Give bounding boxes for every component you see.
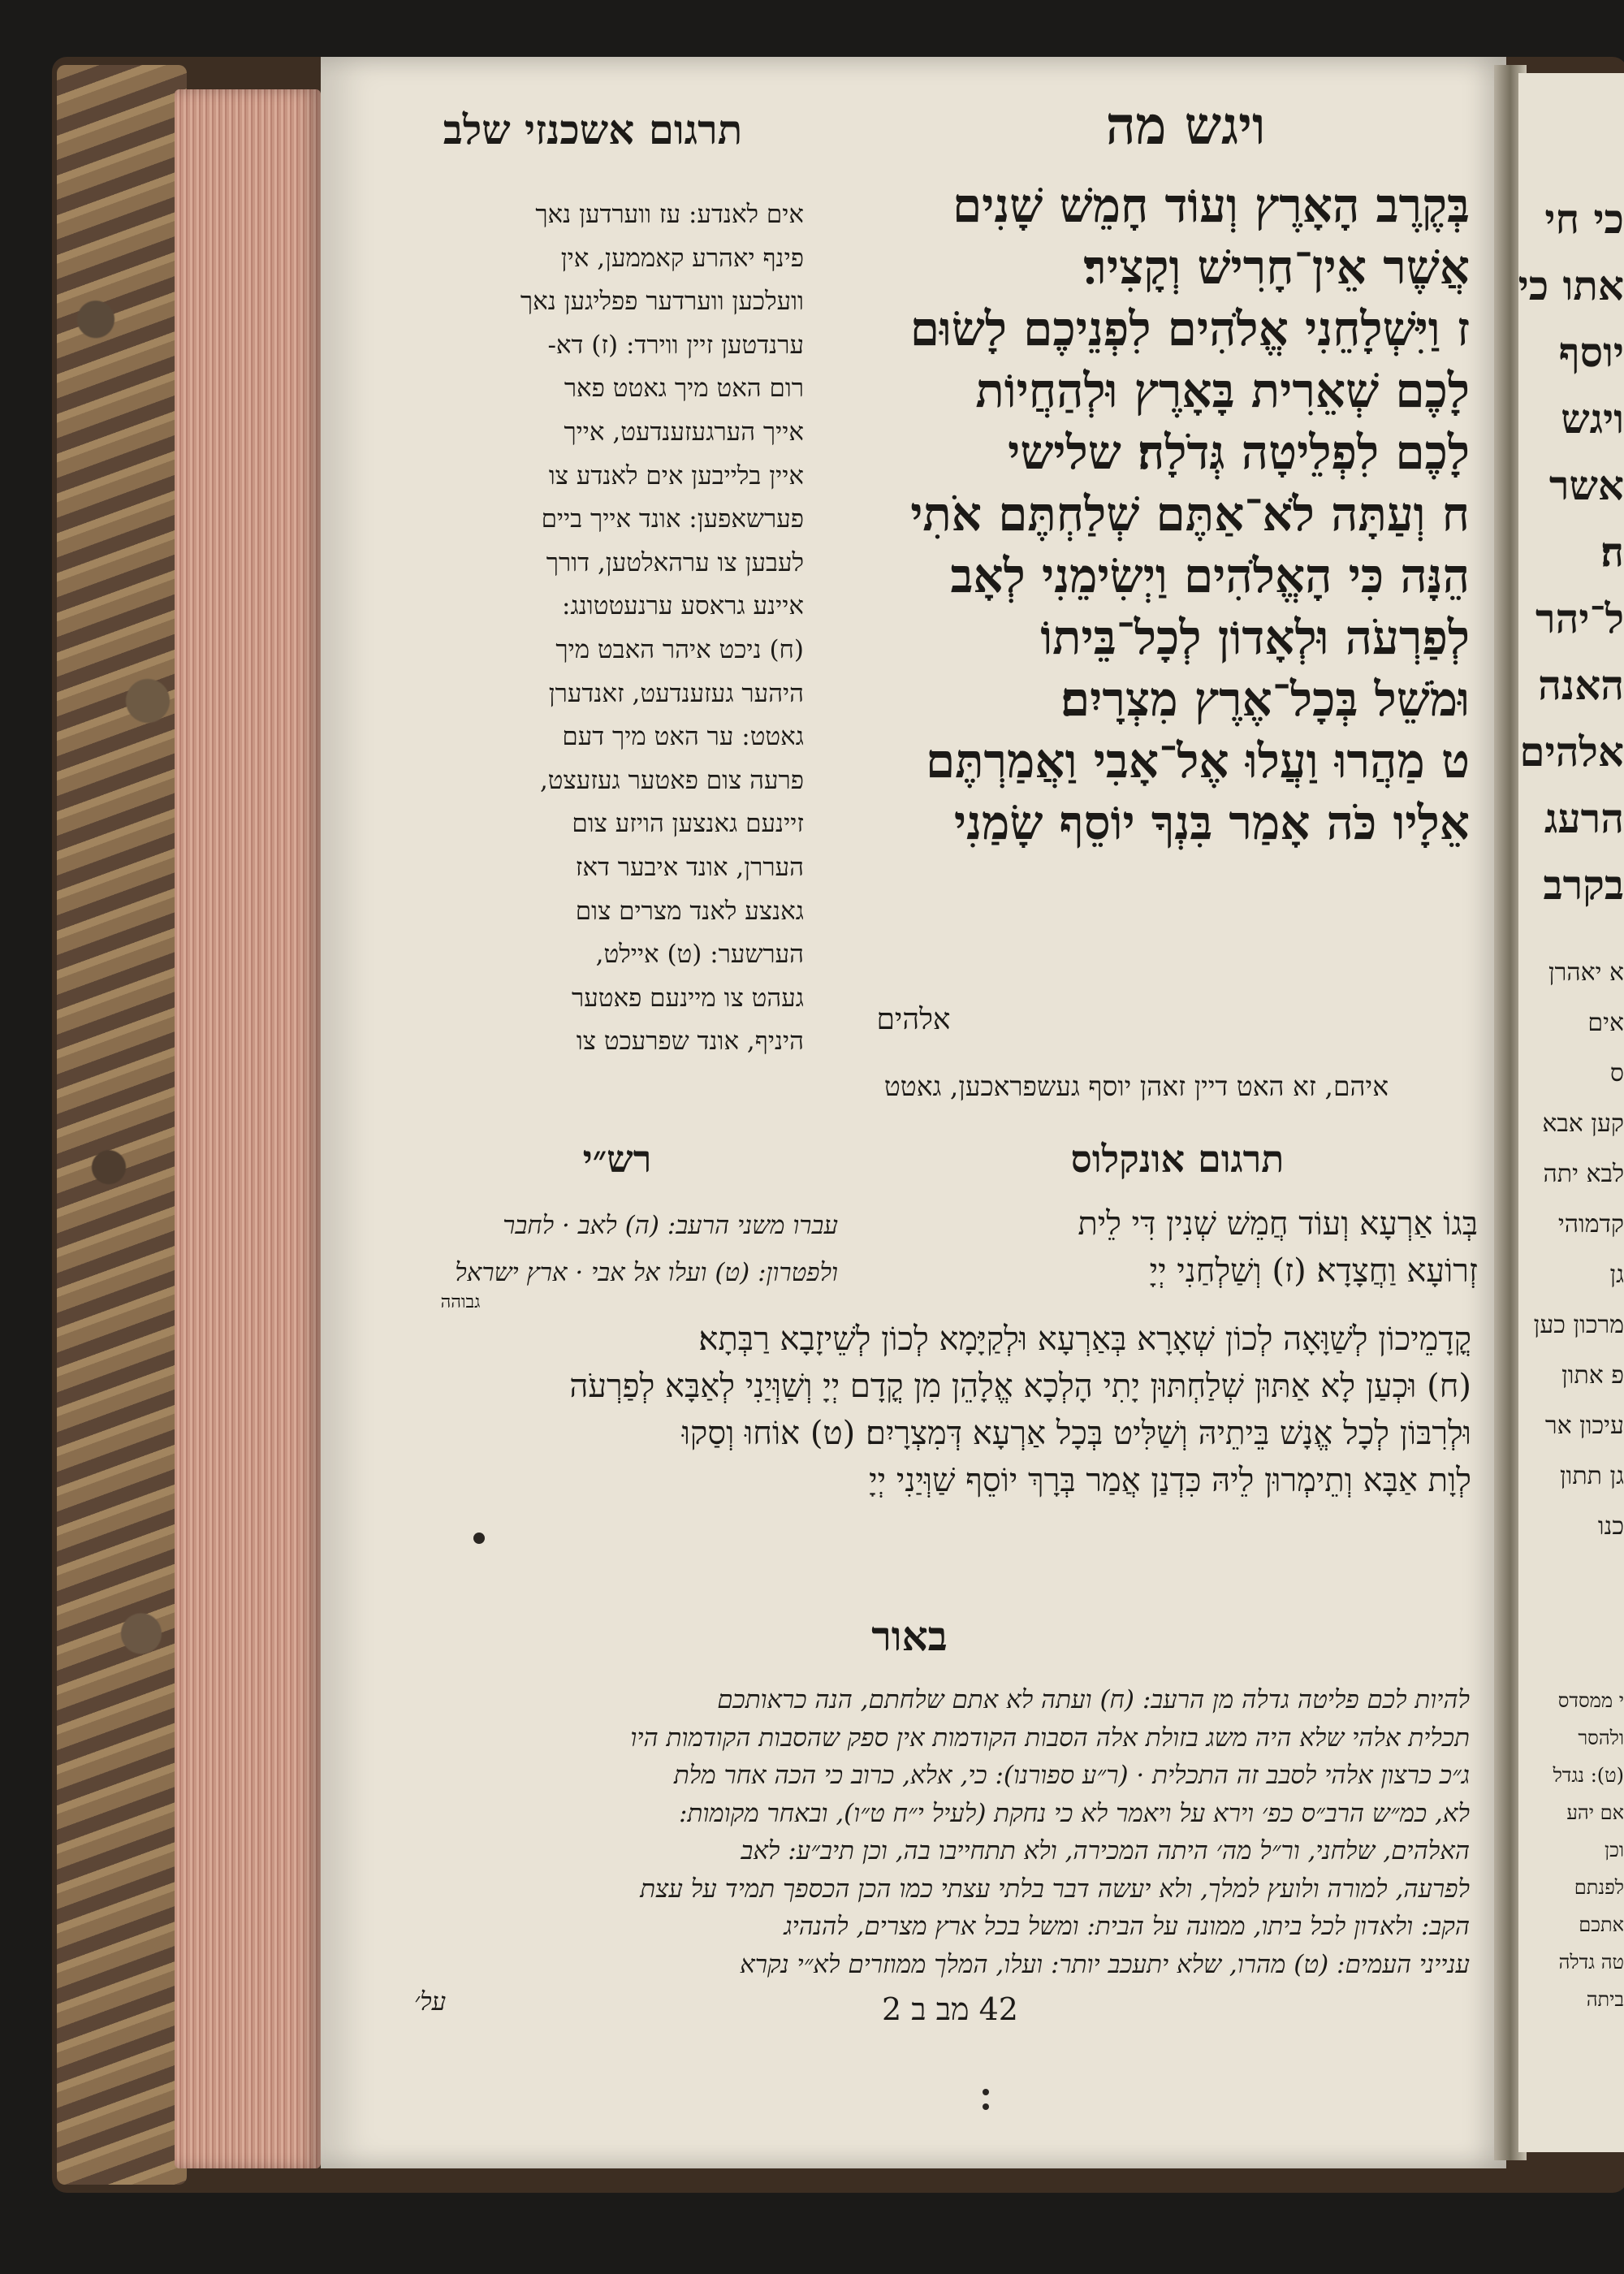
yiddish-line: היניף, אונד שפרעכט צו [576, 1027, 804, 1057]
rashi-heading: רש״י [582, 1137, 652, 1181]
yiddish-line: פערשאפען: אונד אייך ביים [541, 504, 804, 534]
yiddish-line: געהט צו מיינעם פאטער [571, 983, 804, 1013]
facing-page-biur-fragment: (ט): נגדל [1553, 1764, 1624, 1787]
facing-page-main-fragment: ויגש [1561, 395, 1624, 443]
biur-line: להיות לכם פליטה גדלה מן הרעב: (ח) ועתה לא אתם שלחתם, הנה כראותכם [717, 1685, 1470, 1714]
biur-heading: באור [871, 1612, 948, 1660]
signature-dot [983, 2103, 989, 2110]
page-edges [175, 89, 321, 2168]
facing-page-biur-fragment: טה גדלה [1558, 1951, 1624, 1974]
onkelos-line: וּלְרִבּוֹן לְכָל אֱנָשׁ בֵּיתֵיהּ וְשַׁלִּיט בְּכָל אַרְעָא דְּמִצְרָיִם׃ (ט) אוֹחוּ וְסַקוּ [681, 1415, 1471, 1452]
facing-page-main-fragment: כי חי [1544, 195, 1624, 243]
facing-page-biur-fragment: וכן [1605, 1839, 1624, 1861]
facing-page-biur-fragment: י ממסדס [1557, 1689, 1624, 1712]
onkelos-line: לְוָת אַבָּא וְתֵימְרוּן לֵיהּ כִּדְנַן אֲמַר בְּרָךְ יוֹסֵף שַׁוְּיַנִי יְיָ [869, 1462, 1471, 1499]
biur-line: האלהים, שלחני, ור״ל מה׳ היתה המכירה, ולא תתחייבו בה, וכן תיב״ע: לאב [741, 1836, 1470, 1865]
onkelos-text [844, 1200, 1478, 1295]
facing-page-main-fragment: בקרב [1543, 861, 1624, 909]
onkelos-line: קֳדָמֵיכוֹן לְשַׁוָּאָה לְכוֹן שְׁאָרָא בְּאַרְעָא וּלְקַיָּמָא לְכוֹן לְשֵׁיזָבָא רַבְּתָא׃ [698, 1321, 1471, 1358]
main-text-line: אֲשֶׁר אֵין־חָרִישׁ וְקָצִיר׃ [1083, 240, 1470, 295]
facing-page-small-fragment: עיכון אר [1544, 1412, 1624, 1440]
rashi-line: עברו משני הרעב: (ה) לאב · לחבר [503, 1211, 838, 1240]
main-text-line: בְּקֶרֶב הָאָרֶץ וְעוֹד חָמֵשׁ שָׁנִים [952, 178, 1470, 233]
yiddish-line: הערשער: (ט) איילט, [595, 940, 804, 970]
main-text-line: ז וַיִּשְׁלָחֵנִי אֱלֹהִים לִפְנֵיכֶם לָשׂוּם [909, 301, 1470, 357]
onkelos-continued [416, 1296, 1471, 1504]
facing-page-small-fragment: אים [1587, 1009, 1624, 1037]
yiddish-line: זיינעם גאנצען הויזע צום [572, 809, 804, 839]
running-head-right: ויגש מה [1105, 96, 1266, 157]
biur-line: ג״כ כרצון אלהי לסבב זה התכלית · (ר״ע ספורנו): כי, אלא, כרוב כי הכה אחר מלת [673, 1761, 1470, 1790]
yiddish-line: רום האט מיך גאטט פאר [564, 374, 804, 404]
page-dot-mark [473, 1533, 485, 1544]
yiddish-line: פרעה צום פאטער געזעצט, [539, 765, 804, 795]
facing-page-small-fragment: פ אתון [1561, 1361, 1624, 1390]
facing-page-small-fragment: כנו [1597, 1512, 1624, 1541]
facing-page-main-fragment: יוסף [1558, 328, 1624, 376]
facing-page-small-fragment: לבא יתה [1543, 1160, 1624, 1188]
rashi-line: ולפטרון: (ט) ועלו אל אבי · ארץ ישראל [455, 1258, 838, 1287]
biur-line: תכלית אלהי שלא היה משג בזולת אלה הסבות הקודמות אין ספק שהסבות הקודמות היו [630, 1723, 1470, 1753]
facing-page-small-fragment: קדמוהי [1557, 1210, 1624, 1239]
facing-page-biur-fragment: לפנתם [1574, 1876, 1624, 1899]
facing-page-small-fragment: מרכון כען [1533, 1311, 1624, 1339]
facing-page-main-fragment: אלהים [1519, 728, 1624, 776]
onkelos-line: (ח) וּכְעַן לָא אַתּוּן שְׁלַחְתּוּן יָתִי הָלְכָא אֱלָהֵן מִן קֳדָם יְיָ וְשַׁוְּיַנִי לְאַבָּא לְפַרְעֹה [569, 1368, 1471, 1405]
yiddish-overflow-line: איהם, זא האט דיין זאהן יוסף געשפראכען, גאטט [883, 1070, 1389, 1102]
catchword-elohim: אלהים [876, 1003, 951, 1036]
main-text-line: לְפַרְעֹה וּלְאָדוֹן לְכָל־בֵּיתוֹ [1040, 610, 1470, 665]
yiddish-line: העררן, אונד איבער דאז [575, 852, 804, 882]
yiddish-line: גאנצע לאנד מצרים צום [575, 896, 804, 926]
facing-page-small-fragment: גן [1609, 1260, 1624, 1289]
yiddish-line: (ח) ניכט איהר האבט מיך [555, 634, 804, 664]
yiddish-line: היהער געזענדעט, זאנדערן [548, 678, 804, 708]
facing-page-main-fragment: אתו כי [1518, 262, 1624, 309]
yiddish-line: וועלכען ווערדער פפליגען נאך [520, 287, 804, 317]
facing-page-main-fragment: האנה [1538, 661, 1624, 709]
onkelos-line: בְּגוֹ אַרְעָא וְעוֹד חֲמֵשׁ שְׁנִין דִּי לֵית [1078, 1205, 1478, 1243]
signature-dot [983, 2089, 989, 2095]
yiddish-line: לעבען צו ערהאלטען, דורך [546, 547, 804, 577]
biur-line: לפרעה, למורה ולועץ למלך, ולא יעשה דבר בלתי עצתי כמו הכן הכספך תמיד על עצת [640, 1874, 1470, 1904]
main-torah-text [820, 175, 1470, 854]
facing-page-small-fragment: ס [1609, 1059, 1624, 1087]
main-text-line: אֵלָיו כֹּה אָמַר בִּנְךָ יוֹסֵף שָׂמַנִי [953, 795, 1470, 850]
facing-page-biur-fragment: אתכם [1579, 1913, 1624, 1936]
facing-page-main-fragment: אשר [1548, 461, 1624, 509]
rashi-text [416, 1202, 838, 1296]
facing-page-small-fragment: א יאהרן [1548, 958, 1624, 987]
biur-line: על׳ [414, 1987, 447, 2017]
facing-page-main-fragment: ל־יהר [1535, 594, 1624, 642]
yiddish-line: איינע גראסע ערנעטטונג: [562, 591, 804, 621]
main-text-line: לָכֶם לִפְלֵיטָה גְּדֹלָה׃ שלישי [1008, 425, 1470, 480]
yiddish-line: ערנדטען זיין ווירד: (ז) דא- [547, 330, 804, 360]
facing-page-small-fragment: גן תתון [1560, 1462, 1624, 1490]
facing-page-main-fragment: הרעג [1544, 794, 1624, 842]
yiddish-line: פינף יאהרע קאממען, אין [560, 243, 804, 273]
yiddish-translation [414, 193, 804, 1064]
yiddish-line: גאטט: ער האט מיך דעם [562, 722, 804, 752]
running-head-left: תרגום אשכנזי שלב [443, 106, 743, 153]
yiddish-line: איין בלייבען אים לאנדע צו [548, 460, 804, 491]
rashi-small-word: גבוהה [440, 1292, 481, 1312]
facing-page-biur-fragment: ולהסר [1578, 1727, 1624, 1749]
main-text-line: ח וְעַתָּה לֹא־אַתֶּם שְׁלַחְתֶּם אֹתִי [910, 486, 1470, 542]
facing-page [1518, 73, 1624, 2152]
facing-page-biur-fragment: אם יהע [1566, 1801, 1624, 1824]
main-text-line: וּמֹשֵׁל בְּכָל־אֶרֶץ מִצְרָיִם׃ [1060, 672, 1470, 727]
main-text-line: הֵנָּה כִּי הָאֱלֹהִים וַיְשִׂימֵנִי לְאָב [950, 548, 1470, 603]
main-text-line: לָכֶם שְׁאֵרִית בָּאָרֶץ וּלְהַחֲיוֹת [975, 363, 1470, 418]
biur-commentary [414, 1681, 1470, 2021]
page-number: 42 מב ב 2 [882, 1991, 1018, 2027]
onkelos-line: זְרוֹעָא וַחֲצָדָא׃ (ז) וְשַׁלְחַנִי יְיָ [1149, 1252, 1478, 1290]
biur-line: הקב: ולאדון לכל ביתו, ממונה על הבית: ומשל בכל ארץ מצרים, להנהיג [784, 1912, 1470, 1941]
facing-page-biur-fragment: ביתה [1586, 1988, 1624, 2011]
biur-line: לא, כמ״ש הרב״ס כפ׳ וירא על ויאמר לא כי נחקת (לעיל י״ח ט״ו), ובאחר מקומות: [679, 1798, 1470, 1828]
facing-page-small-fragment: קען אבא [1542, 1109, 1624, 1138]
main-text-line: ט מַהֲרוּ וַעֲלוּ אֶל־אָבִי וַאֲמַרְתֶּם [925, 733, 1470, 789]
facing-page-main-fragment: ה׃ [1600, 528, 1624, 576]
yiddish-line: אייך הערגעזענדעט, אייך [564, 417, 804, 447]
marbled-cover-edge [57, 65, 187, 2185]
onkelos-heading: תרגום אונקלוס [1070, 1137, 1285, 1181]
yiddish-line: אים לאנדע: עז ווערדען נאך [535, 200, 804, 229]
biur-line: ענייני העמים: (ט) מהרו, שלא יתעכב יותר: ועלו, המלך ממוזרים לא״י נקרא [740, 1949, 1470, 1979]
